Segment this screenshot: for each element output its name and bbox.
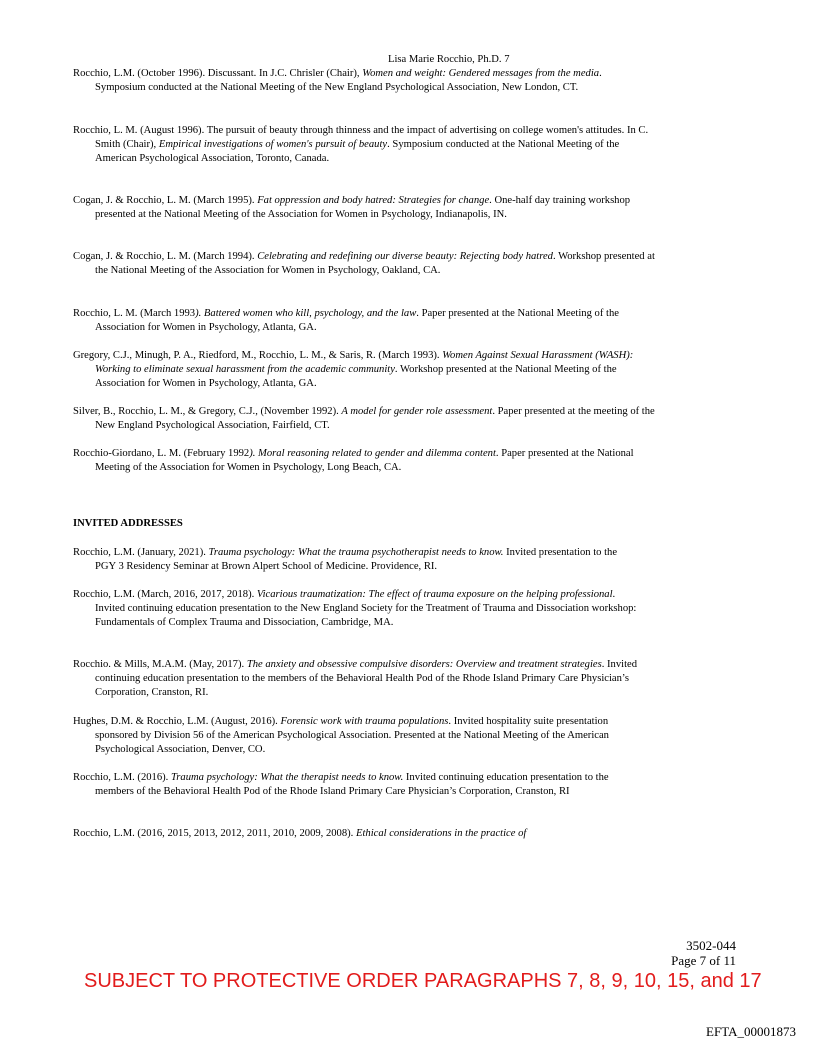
citation-authors: Rocchio, L. M. (March 1993 [73,308,196,319]
citation-title: Trauma psychology: What the trauma psychotherapist needs to know. [208,547,504,558]
citation-title: Women and weight: Gendered messages from the media [362,68,600,79]
citation-authors: Cogan, J. & Rocchio, L. M. (March 1995). [73,195,258,206]
bates-number: EFTA_00001873 [706,1024,796,1039]
citation-details: . Workshop presented at the National Meeting of the Association for Women in Psychology, Oakland, CA. [95,251,655,276]
citation-authors: Rocchio. & Mills, M.A.M. (May, 2017). [73,659,247,670]
citation-title: ). Moral reasoning related to gender and dilemma content [249,448,496,459]
citation-title: A model for gender role assessment [341,406,493,417]
section-heading-invited-addresses: INVITED ADDRESSES [73,518,183,529]
address-entry [73,715,640,757]
citation-authors: Rocchio-Giordano, L. M. (February 1992 [73,448,250,459]
citation-details: . One-half day training workshop presented at the National Meeting of the Association for Women in Psychology, Indianapolis, IN. [95,195,631,220]
citation-authors: Gregory, C.J., Minugh, P. A., Riedford, M., Rocchio, L. M., & Saris, R. (March 1993). [73,350,443,361]
citation-title: Celebrating and redefining our diverse beauty: Rejecting body hatred [257,251,553,262]
citation-entry [73,194,655,222]
citation-details: . Paper presented at the National Meeting of the Association for Women in Psychology, Atlanta, GA. [95,308,619,333]
citation-entry [73,67,640,95]
citation-authors: Rocchio, L. M. (August 1996). The pursuit of beauty through thinness and the impact of advertising on college women's attitudes. In C. Smith (Chair), [73,125,649,150]
citation-entry [73,349,655,391]
citation-authors: Rocchio, L.M. (January, 2021). [73,547,209,558]
citation-details: Invited presentation to the PGY 3 Residency Seminar at Brown Alpert School of Medicine. Providence, RI. [95,547,618,572]
citation-details: . Invited hospitality suite presentation sponsored by Division 56 of the American Psychological Association. Presented at the National Meeting of the American Psychological Association, Denver, CO. [95,716,609,755]
address-entry [73,588,640,630]
citation-details: . Invited continuing education presentation to the members of the Behavioral Health Pod of the Rhode Island Primary Care Physician’s Corporation, Cranston, RI. [95,659,638,698]
citation-details: . Paper presented at the National Meeting of the Association for Women in Psychology, Long Beach, CA. [95,448,634,473]
document-number: 3502-044 [686,938,736,953]
citation-details: . Symposium conducted at the National Meeting of the New England Psychological Association, New London, CT. [95,68,602,93]
protective-order-notice: SUBJECT TO PROTECTIVE ORDER PARAGRAPHS 7, 8, 9, 10, 15, and 17 [84,970,762,992]
page-header: Lisa Marie Rocchio, Ph.D. 7 [388,54,510,65]
citation-entry [73,124,655,166]
citation-authors: Rocchio, L.M. (October 1996). Discussant. In J.C. Chrisler (Chair), [73,68,363,79]
citation-title: The anxiety and obsessive compulsive disorders: Overview and treatment strategies [246,659,602,670]
address-entry [73,658,640,700]
address-entry [73,827,695,841]
citation-entry [73,447,655,475]
citation-authors: Rocchio, L.M. (March, 2016, 2017, 2018). [73,589,257,600]
address-entry [73,771,640,799]
citation-authors: Rocchio, L.M. (2016, 2015, 2013, 2012, 2011, 2010, 2009, 2008). [73,828,356,839]
citation-title: Forensic work with trauma populations [280,716,449,727]
citation-authors: Hughes, D.M. & Rocchio, L.M. (August, 2016). [73,716,281,727]
citation-entry [73,307,655,335]
page-number: Page 7 of 11 [671,953,736,968]
citation-title: ). Battered women who kill, psychology, and the law [195,308,417,319]
citation-title: Vicarious traumatization: The effect of trauma exposure on the helping professional [256,589,613,600]
citation-title: Trauma psychology: What the therapist needs to know. [170,772,404,783]
citation-title: Ethical considerations in the practice of [355,828,527,839]
citation-title: Fat oppression and body hatred: Strategies for change [257,195,490,206]
citation-title: Women Against Sexual Harassment (WASH): Working to eliminate sexual harassment from the academic community [95,350,634,375]
citation-details: . Workshop presented at the National Meeting of the Association for Women in Psychology, Atlanta, GA. [95,364,617,389]
citation-entry [73,405,655,433]
citation-title: Empirical investigations of women's pursuit of beauty [158,139,388,150]
citation-details: . Symposium conducted at the National Meeting of the American Psychological Association, Toronto, Canada. [95,139,620,164]
citation-details: Invited continuing education presentation to the members of the Behavioral Health Pod of the Rhode Island Primary Care Physician’s Corporation, Cranston, RI [95,772,609,797]
citation-entry [73,250,655,278]
citation-authors: Cogan, J. & Rocchio, L. M. (March 1994). [73,251,258,262]
citation-authors: Silver, B., Rocchio, L. M., & Gregory, C.J., (November 1992). [73,406,342,417]
citation-details: . Paper presented at the meeting of the New England Psychological Association, Fairfield, CT. [95,406,655,431]
citation-authors: Rocchio, L.M. (2016). [73,772,171,783]
citation-details: . Invited continuing education presentation to the New England Society for the Treatment of Trauma and Dissociation workshop: Fundamentals of Complex Trauma and Dissociation, Cambridge, MA. [95,589,637,628]
address-entry [73,546,640,574]
